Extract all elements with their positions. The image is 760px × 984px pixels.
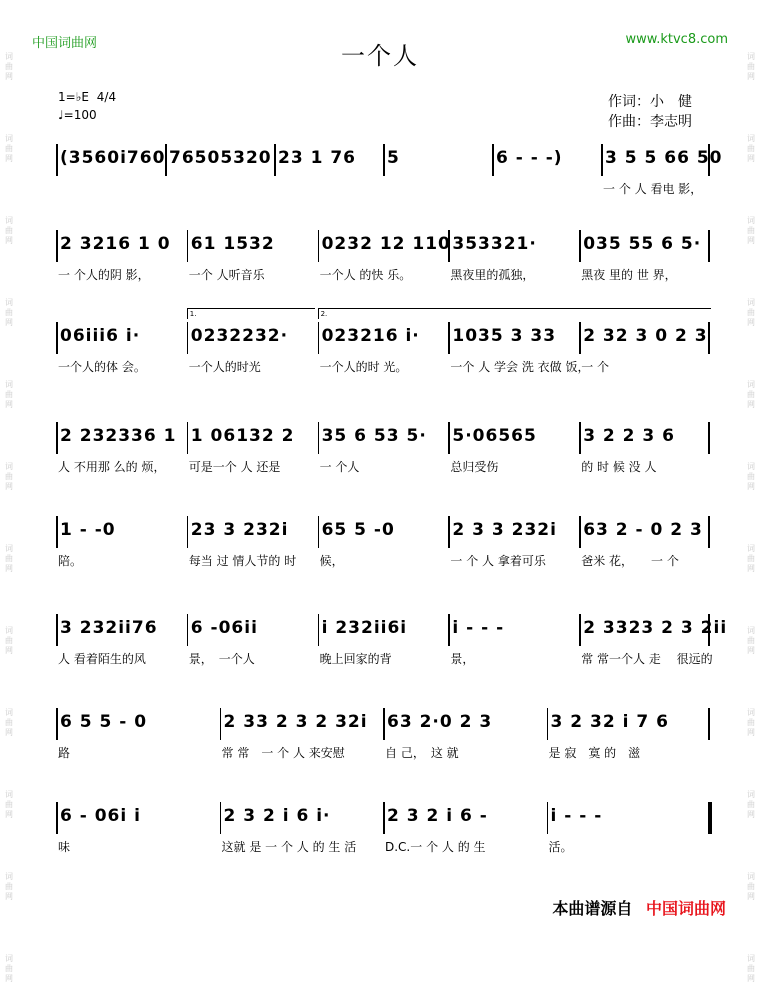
watermark-right: 词曲网 词曲网 词曲网 词曲网 词曲网 词曲网 词曲网 词曲网 词曲网 词曲网 词曲网 词曲网 [747,52,755,983]
score-line [56,514,710,574]
barline [547,708,549,740]
measure-lyrics: 黑夜里的孤独， [450,268,535,282]
barline [318,422,320,454]
measure-notes: i - - - [550,806,603,826]
measure-lyrics: 常 常 一 个 人 来安慰 [221,746,345,760]
barline [448,322,450,354]
measure-notes: 0232 12 110 [321,234,451,254]
barline [383,708,385,740]
measure-lyrics: 一 个 人 拿着可乐 [450,554,546,568]
site-name-left[interactable]: 中国词曲网 [32,36,98,51]
barline [187,614,189,646]
key-signature: 1=♭E [58,90,89,104]
score-line [56,420,710,480]
score-line [56,142,723,202]
measure-lyrics: 一个 人 学会 洗 衣做 饭， [450,360,590,374]
measure-notes: 61 1532 [190,234,275,254]
measure-lyrics: 每当 过 情人节的 时 [188,554,297,568]
score-meta [58,88,116,124]
measure-lyrics: 陪。 [58,554,83,568]
measure-lyrics: 一个人的时光 [188,360,261,374]
song-title: 一个人 [341,42,419,70]
barline [383,144,385,176]
barline [448,516,450,548]
barline [579,422,581,454]
barline [187,230,189,262]
measure-notes: 2 3 3 232i [452,520,557,540]
measure-notes: 3 2 32 i 7 6 [550,712,669,732]
measure-notes: 353321· [452,234,537,254]
barline [579,230,581,262]
site-url-right[interactable]: www.ktvc8.com [625,32,728,47]
tempo-marking: ♩=100 [58,108,97,122]
measure-notes: 2 3216 1 0 [60,234,171,254]
measure-notes: 5·06565 [452,426,537,446]
barline [56,230,58,262]
barline [708,708,710,740]
barline [56,322,58,354]
barline [187,516,189,548]
barline [187,422,189,454]
barline [56,802,58,834]
measure-notes: 1 06132 2 [190,426,295,446]
measure-notes: 5 [387,148,400,168]
measure-lyrics: 总归受伤 [450,460,499,474]
measure-notes: 023216 i· [321,326,420,346]
measure-notes: 1 - -0 [60,520,116,540]
barline [492,144,494,176]
measure-lyrics: 活。 [548,840,573,854]
barline [318,516,320,548]
measure-notes: 6 - 06i i [60,806,141,826]
volta-bracket: 2. [318,308,711,319]
barline [579,614,581,646]
measure-lyrics: 可是一个 人 还是 [188,460,281,474]
measure-lyrics: 这就 是 一 个 人 的 生 活 [221,840,357,854]
barline [708,802,712,834]
measure-notes: i - - - [452,618,505,638]
barline [56,516,58,548]
barline [448,422,450,454]
measure-notes: 3 232ii76 [60,618,158,638]
score-line [56,612,728,672]
measure-lyrics: 常 常一个人 走 很远的 [581,652,713,666]
measure-lyrics: 一 个人的阴 影， [58,268,150,282]
measure-notes: 23 3 232i [190,520,289,540]
measure-lyrics: 一 个 人 看电 影， [603,182,703,196]
measure-notes: 63 2 - 0 2 3 [583,520,703,540]
measure-lyrics: 爸米 花， 一 个 [581,554,679,568]
measure-lyrics: 是 寂 寞 的 滋 [548,746,641,760]
measure-notes: 2 32 3 0 2 3 [583,326,708,346]
barline [708,516,710,548]
score-line [56,800,710,860]
measure-notes: 76505320 [169,148,272,168]
measure-notes: 06iii6 i· [60,326,141,346]
measure-notes: 2 232336 1 [60,426,177,446]
barline [274,144,276,176]
time-signature: 4/4 [96,90,117,104]
barline [708,422,710,454]
measure-lyrics: 路 [58,746,71,760]
measure-lyrics: 景， 一个人 [188,652,255,666]
score-line [56,706,710,766]
barline [318,322,320,354]
measure-lyrics: 味 [58,840,71,854]
barline [220,802,222,834]
measure-notes: 0232232· [190,326,289,346]
footer [552,896,726,919]
measure-notes: 2 33 2 3 2 32i [223,712,368,732]
barline [708,230,710,262]
measure-notes: 2 3323 2 3 2ii [583,618,728,638]
measure-notes: 35 6 53 5· [321,426,427,446]
credits [608,92,692,132]
barline [56,614,58,646]
measure-lyrics: 候， [319,554,344,568]
lyricist: 作词：小 健 [608,94,692,110]
measure-lyrics: 的 时 候 没 人 [581,460,657,474]
barline [601,144,603,176]
measure-lyrics: 一个人的体 会。 [58,360,146,374]
measure-lyrics: 人 看着陌生的风 [58,652,146,666]
barline [56,708,58,740]
barline [187,322,189,354]
volta-bracket: 1. [187,308,315,319]
barline [547,802,549,834]
measure-lyrics: 一个 人听音乐 [188,268,265,282]
measure-notes: 23 1 76 [278,148,356,168]
measure-notes: 035 55 6 5· [583,234,702,254]
measure-notes: 63 2·0 2 3 [387,712,493,732]
barline [383,802,385,834]
barline [579,516,581,548]
barline [56,422,58,454]
score-line [56,310,710,380]
barline [708,322,710,354]
measure-notes: 3 5 5 66 50 [605,148,723,168]
measure-notes: 6 - - -) [496,148,563,168]
measure-lyrics: 一个人的时 光。 [319,360,408,374]
measure-lyrics: 黑夜 里的 世 界， [581,268,677,282]
measure-lyrics: 晚上回家的背 [319,652,392,666]
measure-notes: 6 5 5 - 0 [60,712,148,732]
measure-lyrics: 一 个人 [319,460,360,474]
barline [579,322,581,354]
footer-source[interactable]: 中国词曲网 [645,899,726,918]
measure-notes: 2 3 2 i 6 i· [223,806,331,826]
barline [318,230,320,262]
watermark-left: 词曲网 词曲网 词曲网 词曲网 词曲网 词曲网 词曲网 词曲网 词曲网 词曲网 词曲网 词曲网 [5,52,13,983]
barline [56,144,58,176]
measure-lyrics: 人 不用那 么的 烦， [58,460,166,474]
measure-lyrics: 一 个 [581,360,610,374]
measure-lyrics: 一个人 的快 乐。 [319,268,412,282]
measure-notes: 1035 3 33 [452,326,557,346]
score-line [56,228,710,288]
measure-notes: (3560i760 [60,148,166,168]
barline [448,614,450,646]
composer: 作曲：李志明 [608,114,692,130]
measure-lyrics: 景， [450,652,475,666]
measure-notes: 3 2 2 3 6 [583,426,676,446]
measure-notes: 6 -06ii [190,618,258,638]
measure-notes: i 232ii6i [321,618,408,638]
barline [220,708,222,740]
measure-notes: 2 3 2 i 6 - [387,806,488,826]
barline [318,614,320,646]
measure-lyrics: 自 己， 这 就 [385,746,459,760]
measure-lyrics: D.C.一 个 人 的 生 [385,840,486,854]
footer-label: 本曲谱源自 [552,899,633,918]
measure-notes: 65 5 -0 [321,520,395,540]
